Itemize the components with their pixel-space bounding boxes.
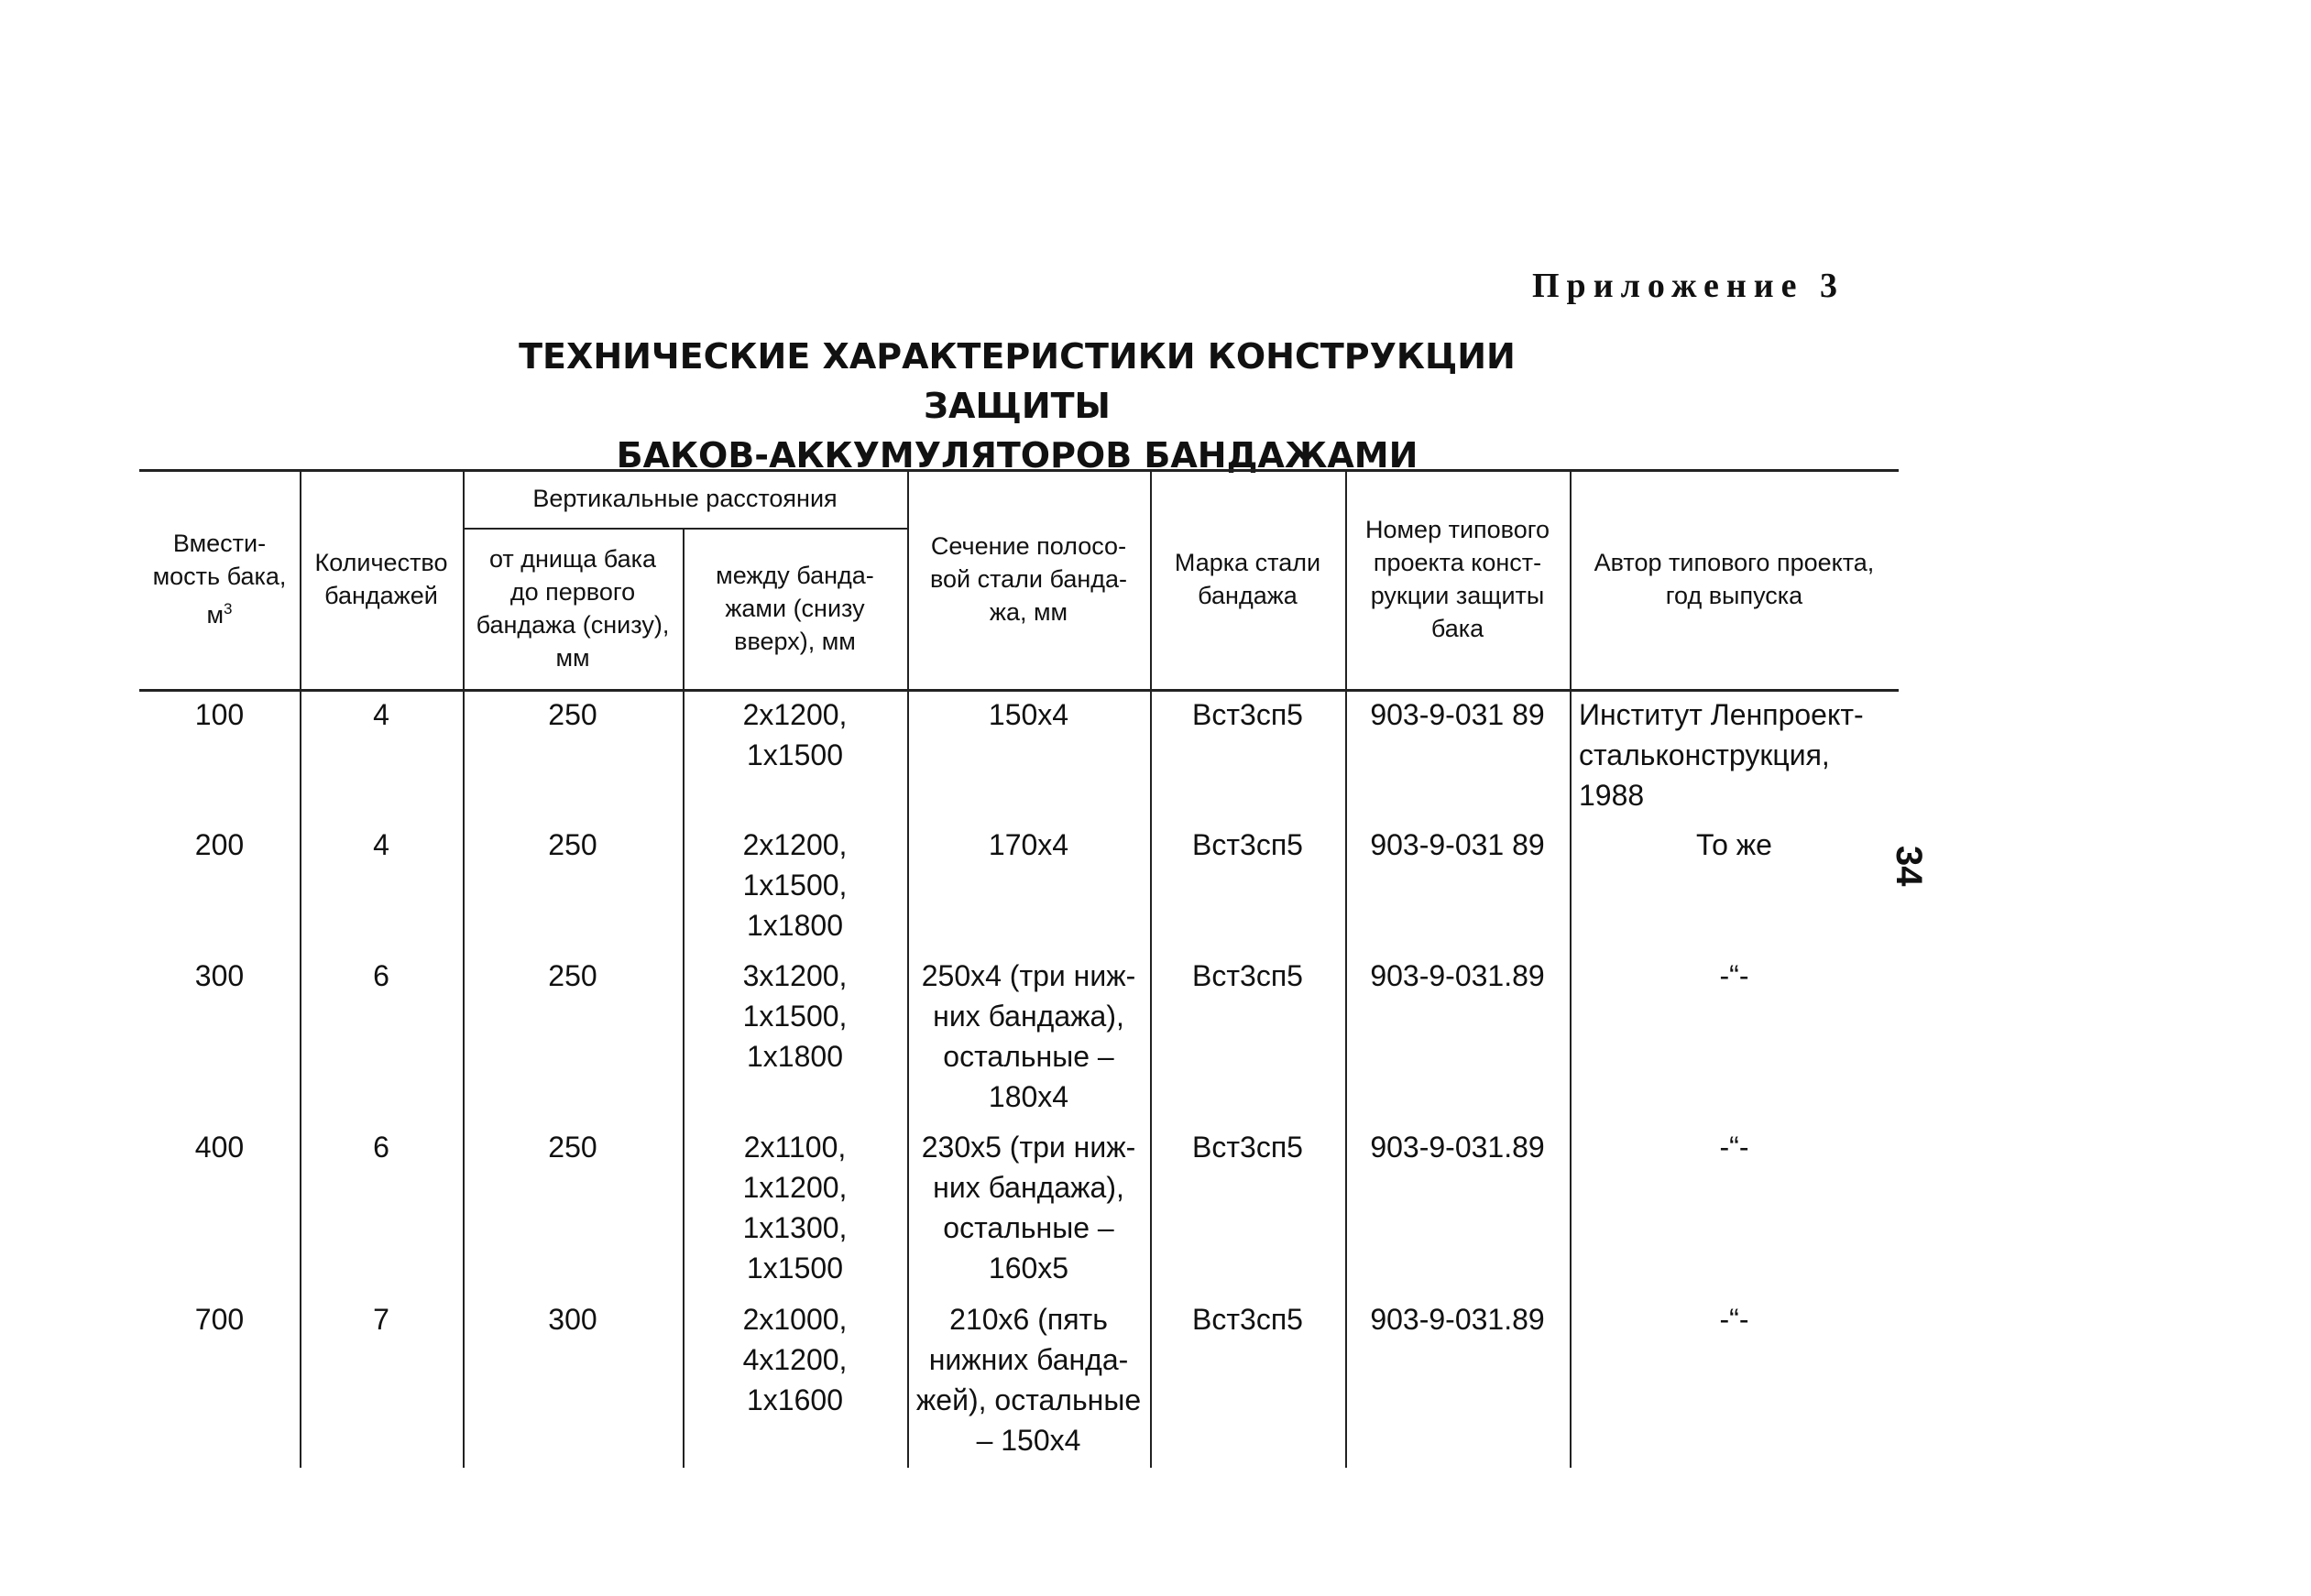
header-line: вверх), мм: [734, 628, 856, 655]
header-line: Сечение полосо-: [930, 532, 1127, 560]
cell-line: жей), остальные: [915, 1383, 1142, 1416]
cell-line: -“-: [1719, 1131, 1749, 1164]
header-line: проекта конст-: [1373, 549, 1542, 576]
cell-line: 170х4: [988, 828, 1069, 861]
cell-steel: Вст3сп5: [1192, 1303, 1303, 1336]
cell-line: них бандажа),: [933, 1171, 1124, 1204]
cell-between: [683, 825, 907, 946]
cell-steel: Вст3сп5: [1192, 828, 1303, 861]
cell-count: 4: [373, 828, 389, 861]
header-line: вой стали банда-: [929, 565, 1128, 593]
header-text: [1365, 513, 1550, 645]
cell-capacity: 400: [194, 1131, 245, 1164]
cell-between: [683, 956, 907, 1077]
header-text: [930, 530, 1127, 629]
cell-from-bottom: 250: [548, 698, 597, 731]
cell-project-no: 903-9-031.89: [1370, 959, 1545, 992]
cell-from-bottom: 300: [548, 1303, 597, 1336]
cell-line: 1х1500,: [742, 869, 848, 902]
header-line: мость бака,: [152, 563, 287, 590]
cell-line: 1х1500: [747, 1252, 843, 1284]
cell-from-bottom: 250: [548, 828, 597, 861]
header-capacity: [139, 469, 300, 689]
header-line: Количество: [314, 549, 448, 576]
cell-line: Институт Ленпроект-: [1579, 698, 1864, 731]
header-line: бандажа (снизу),: [476, 611, 670, 639]
cell-line: 2х1000,: [742, 1303, 848, 1336]
cell-line: 210х6 (пять: [949, 1303, 1108, 1336]
cell-capacity: 700: [194, 1303, 245, 1336]
cell-line: остальные –: [943, 1040, 1114, 1073]
cell-line: 1х1500: [747, 738, 843, 771]
cell-author: [1570, 825, 1899, 865]
header-line: бака: [1430, 615, 1484, 642]
header-line: рукции защиты: [1370, 582, 1545, 609]
cell-line: 150х4: [988, 698, 1069, 731]
cell-section: [907, 1127, 1150, 1288]
header-line: жами (снизу: [725, 595, 865, 622]
cell-capacity: 300: [194, 959, 245, 992]
header-line: до первого: [509, 578, 636, 606]
cell-steel: Вст3сп5: [1192, 698, 1303, 731]
cell-line: 1х1200,: [742, 1171, 848, 1204]
header-line: мм: [555, 644, 590, 672]
cell-line: 1х1600: [747, 1383, 843, 1416]
cell-from-bottom: 250: [548, 1131, 597, 1164]
header-between: [683, 528, 907, 689]
cell-line: 230х5 (три ниж-: [921, 1131, 1136, 1164]
cell-line: 2х1200,: [742, 828, 848, 861]
cell-line: 1х1800: [747, 1040, 843, 1073]
header-section: [907, 469, 1150, 689]
cell-between: [683, 1127, 907, 1288]
cell-between: [683, 1299, 907, 1420]
cell-author: [1570, 1127, 1899, 1167]
header-text: [476, 542, 670, 674]
cell-section: [907, 956, 1150, 1117]
cell-project-no: 903-9-031.89: [1370, 1303, 1545, 1336]
cell-line: 180х4: [988, 1080, 1069, 1113]
header-line: жа, мм: [989, 598, 1068, 626]
cell-count: 6: [373, 1131, 389, 1164]
cell-capacity: 100: [194, 698, 245, 731]
cell-section: [907, 825, 1150, 865]
header-line: бандажа: [1198, 582, 1298, 609]
header-from-bottom: [463, 528, 683, 689]
header-line: между банда-: [716, 562, 874, 589]
cell-project-no: 903-9-031.89: [1370, 1131, 1545, 1164]
cell-between: [683, 694, 907, 775]
cell-line: – 150х4: [976, 1424, 1081, 1457]
cell-line: -“-: [1719, 959, 1749, 992]
cell-section: [907, 1299, 1150, 1460]
cell-line: 160х5: [988, 1252, 1069, 1284]
cell-line: 2х1200,: [742, 698, 848, 731]
cell-capacity: 200: [194, 828, 245, 861]
header-line: Автор типового проекта,: [1594, 549, 1875, 576]
header-line: от днища бака: [488, 545, 657, 573]
cell-line: 2х1100,: [743, 1131, 847, 1164]
cell-line: 4х1200,: [742, 1343, 848, 1376]
cell-line: 1х1300,: [742, 1211, 848, 1244]
cell-line: 250х4 (три ниж-: [921, 959, 1136, 992]
header-text: [315, 546, 448, 612]
cell-project-no: 903-9-031 89: [1370, 828, 1545, 861]
cell-line: 3х1200,: [742, 959, 848, 992]
cell-project-no: 903-9-031 89: [1370, 698, 1545, 731]
cell-line: 1х1800: [747, 909, 843, 942]
cell-author: [1579, 694, 1899, 815]
cell-count: 7: [373, 1303, 389, 1336]
cell-steel: Вст3сп5: [1192, 959, 1303, 992]
header-line: Номер типового: [1364, 516, 1550, 543]
cell-line: них бандажа),: [933, 1000, 1124, 1033]
header-line: $м^3$: [206, 600, 233, 629]
header-line: бандажей: [324, 582, 438, 609]
header-line: год выпуска: [1665, 582, 1803, 609]
cell-count: 4: [373, 698, 389, 731]
cell-author: [1570, 956, 1899, 996]
cell-line: То же: [1696, 828, 1772, 861]
cell-line: 1х1500,: [742, 1000, 848, 1033]
cell-steel: Вст3сп5: [1192, 1131, 1303, 1164]
cubic-superscript: 3: [224, 600, 233, 618]
cell-author: [1570, 1299, 1899, 1339]
cell-count: 6: [373, 959, 389, 992]
header-line: Вмести-: [172, 530, 267, 557]
appendix-label: Приложение 3: [1532, 267, 1846, 305]
cell-line: стальконструкция,: [1579, 738, 1830, 771]
header-text: [716, 559, 874, 658]
cell-section: [907, 694, 1150, 735]
header-steel: [1150, 469, 1345, 689]
cell-line: остальные –: [943, 1211, 1114, 1244]
header-bottom-rule: [139, 689, 1899, 692]
header-vertical-group: Вертикальные расстояния: [532, 485, 838, 512]
cell-line: 1988: [1579, 779, 1645, 812]
cell-from-bottom: 250: [548, 959, 597, 992]
header-text: [1175, 546, 1320, 612]
header-text: [1594, 546, 1875, 612]
cell-line: нижних банда-: [928, 1343, 1129, 1376]
document-title: [440, 332, 1594, 480]
header-text: [153, 527, 287, 631]
header-project-no: [1345, 469, 1570, 689]
header-count: [300, 469, 463, 689]
title-line-2: БАКОВ-АККУМУЛЯТОРОВ БАНДАЖАМИ: [616, 435, 1418, 476]
page-number: 34: [1889, 846, 1929, 887]
header-line: Марка стали: [1174, 549, 1321, 576]
cell-line: -“-: [1719, 1303, 1749, 1336]
title-line-1: ТЕХНИЧЕСКИЕ ХАРАКТЕРИСТИКИ КОНСТРУКЦИИ ЗАЩИТЫ: [519, 336, 1516, 426]
header-author: [1570, 469, 1899, 689]
